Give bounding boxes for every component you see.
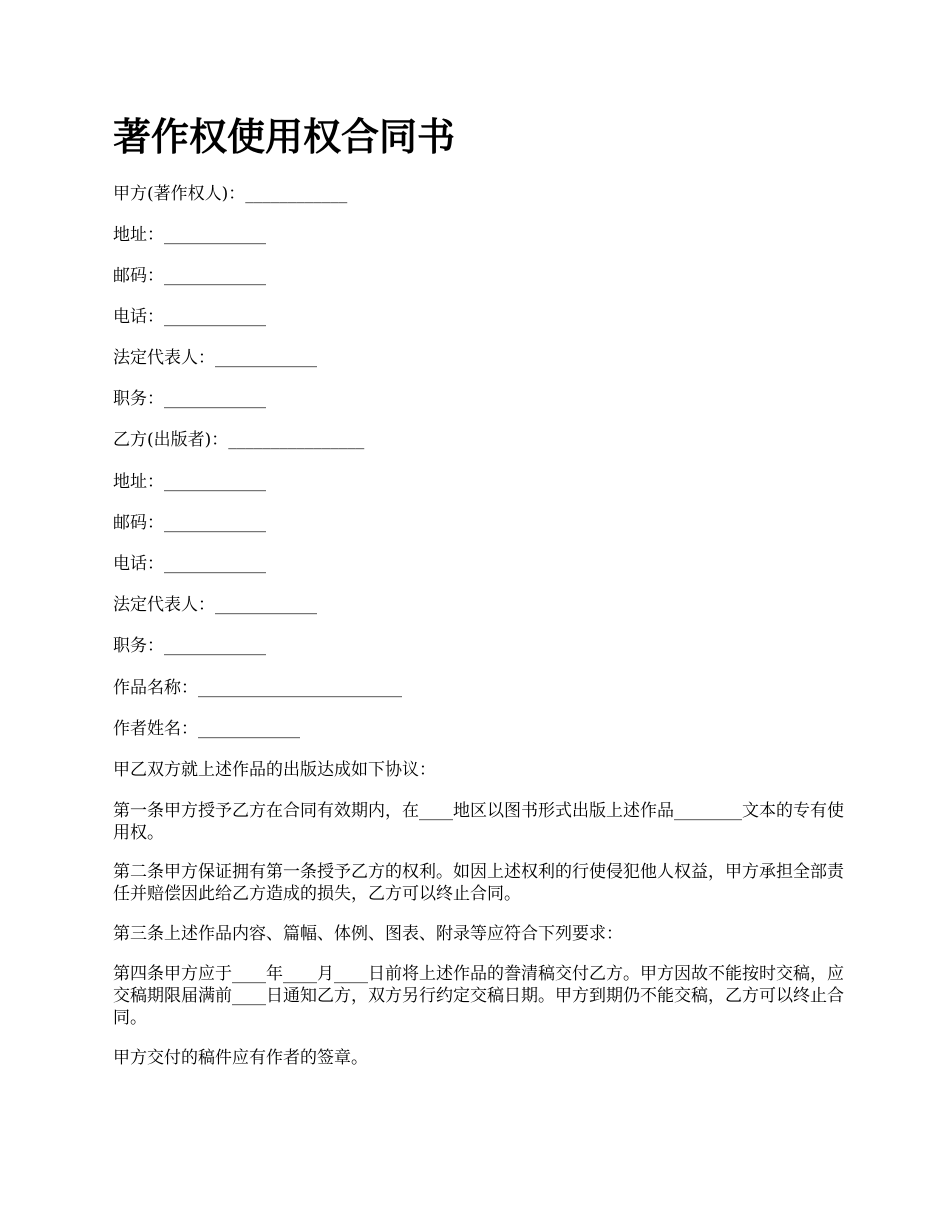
document-title: 著作权使用权合同书 xyxy=(113,115,456,159)
party-b-representative-line: 法定代表人：____________ xyxy=(113,595,317,615)
article-2: 第二条甲方保证拥有第一条授予乙方的权利。如因上述权利的行使侵犯他人权益，甲方承担全部责任并赔偿因此给乙方造成的损失，乙方可以终止合同。 xyxy=(113,862,844,904)
article-1: 第一条甲方授予乙方在合同有效期内，在____地区以图书形式出版上述作品________文本的专有使用权。 xyxy=(113,801,844,843)
work-author-line: 作者姓名：____________ xyxy=(113,719,300,739)
party-b-address-line: 地址：____________ xyxy=(113,472,266,492)
party-a-phone-line: 电话：____________ xyxy=(113,307,266,327)
article-3: 第三条上述作品内容、篇幅、体例、图表、附录等应符合下列要求： xyxy=(113,924,623,944)
agreement-intro: 甲乙双方就上述作品的出版达成如下协议： xyxy=(113,760,436,780)
article-4: 第四条甲方应于____年____月____日前将上述作品的誊清稿交付乙方。甲方因故不能按时交稿，应交稿期限届满前____日通知乙方，双方另行约定交稿日期。甲方到期仍不能交稿，乙方可以终止合同。 xyxy=(113,964,844,1028)
party-a-postcode-line: 邮码：____________ xyxy=(113,266,266,286)
party-a-address-line: 地址：____________ xyxy=(113,225,266,245)
party-b-phone-line: 电话：____________ xyxy=(113,554,266,574)
party-a-name-line: 甲方(著作权人)：____________ xyxy=(113,184,348,204)
party-a-position-line: 职务：____________ xyxy=(113,389,266,409)
manuscript-signature-note: 甲方交付的稿件应有作者的签章。 xyxy=(113,1048,368,1068)
party-b-postcode-line: 邮码：____________ xyxy=(113,513,266,533)
party-b-name-line: 乙方(出版者)：________________ xyxy=(113,430,365,450)
party-b-position-line: 职务：____________ xyxy=(113,636,266,656)
party-a-representative-line: 法定代表人：____________ xyxy=(113,348,317,368)
work-title-line: 作品名称：________________________ xyxy=(113,678,402,698)
